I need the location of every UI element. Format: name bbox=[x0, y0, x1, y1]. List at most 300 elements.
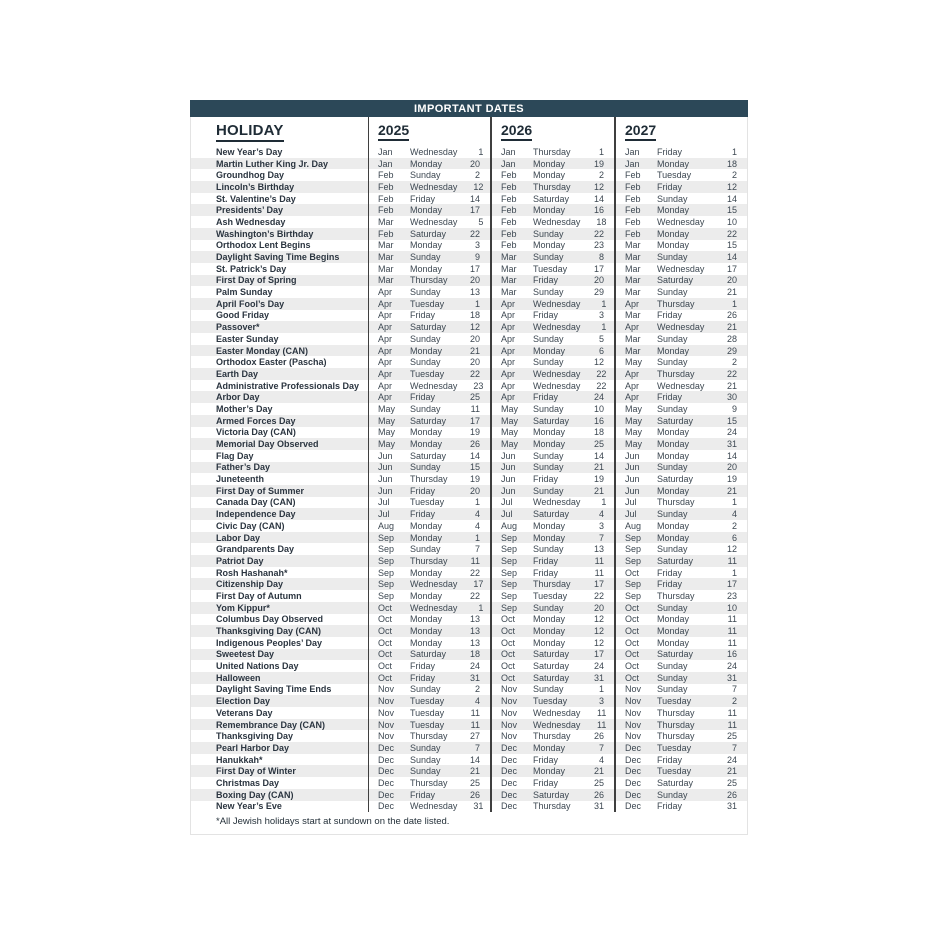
year-2027-cell bbox=[614, 345, 747, 357]
month-cell: Nov bbox=[625, 684, 642, 695]
month-cell: Feb bbox=[501, 228, 517, 239]
weekday-cell: Friday bbox=[657, 146, 683, 157]
holiday-name-cell bbox=[191, 403, 368, 415]
month-cell: Apr bbox=[625, 298, 640, 309]
year-2025-cell bbox=[368, 485, 490, 497]
weekday-cell: Sunday bbox=[533, 485, 564, 496]
holiday-name: Remembrance Day (CAN) bbox=[216, 719, 326, 730]
weekday-cell: Sunday bbox=[657, 403, 688, 414]
holiday-name-cell bbox=[191, 485, 368, 497]
month-cell: Sep bbox=[625, 590, 642, 601]
table-row bbox=[191, 193, 747, 205]
weekday-cell: Sunday bbox=[410, 357, 441, 368]
table-row bbox=[191, 228, 747, 240]
month-cell: Oct bbox=[501, 614, 516, 625]
weekday-cell: Friday bbox=[533, 555, 559, 566]
date-cell: 11 bbox=[727, 707, 737, 718]
weekday-cell: Sunday bbox=[410, 252, 441, 263]
year-2025-cell bbox=[368, 368, 490, 380]
year-2026-cell bbox=[490, 649, 614, 661]
date-cell: 1 bbox=[474, 298, 480, 309]
date-cell: 22 bbox=[593, 590, 604, 601]
date-cell: 26 bbox=[469, 789, 480, 800]
holiday-name: Orthodox Lent Begins bbox=[216, 240, 311, 251]
year-2026-cell bbox=[490, 614, 614, 626]
holiday-name-cell bbox=[191, 789, 368, 801]
weekday-cell: Thursday bbox=[410, 474, 448, 485]
weekday-cell: Sunday bbox=[657, 672, 688, 683]
table-row bbox=[191, 742, 747, 754]
date-cell: 2 bbox=[474, 684, 480, 695]
weekday-cell: Saturday bbox=[657, 474, 694, 485]
year-2026-cell bbox=[490, 684, 614, 696]
month-cell: Dec bbox=[501, 789, 518, 800]
table-row bbox=[191, 485, 747, 497]
weekday-cell: Sunday bbox=[533, 252, 564, 263]
date-cell: 31 bbox=[469, 672, 480, 683]
year-2027-cell bbox=[614, 672, 747, 684]
date-cell: 22 bbox=[596, 380, 607, 391]
holiday-name-cell bbox=[191, 228, 368, 240]
weekday-cell: Sunday bbox=[533, 684, 564, 695]
year-2027-header: 2027 bbox=[625, 122, 656, 141]
month-cell: Dec bbox=[625, 801, 642, 812]
weekday-cell: Monday bbox=[533, 427, 566, 438]
holiday-name: Orthodox Easter (Pascha) bbox=[216, 357, 327, 368]
date-cell: 9 bbox=[474, 252, 480, 263]
holiday-name-cell bbox=[191, 321, 368, 333]
year-2026-cell bbox=[490, 391, 614, 403]
date-cell: 12 bbox=[593, 637, 604, 648]
month-cell: Apr bbox=[378, 380, 393, 391]
table-row bbox=[191, 415, 747, 427]
weekday-cell: Thursday bbox=[657, 590, 695, 601]
date-cell: 20 bbox=[469, 357, 480, 368]
date-cell: 18 bbox=[596, 216, 607, 227]
month-cell: Apr bbox=[378, 310, 393, 321]
date-cell: 12 bbox=[593, 181, 604, 192]
date-cell: 23 bbox=[473, 380, 484, 391]
weekday-cell: Thursday bbox=[410, 555, 448, 566]
date-cell: 1 bbox=[731, 497, 737, 508]
holiday-name-cell bbox=[191, 169, 368, 181]
holiday-name-cell bbox=[191, 567, 368, 579]
year-2027-cell bbox=[614, 602, 747, 614]
year-2027-cell bbox=[614, 438, 747, 450]
year-2026-cell bbox=[490, 204, 614, 216]
weekday-cell: Tuesday bbox=[657, 696, 692, 707]
date-cell: 30 bbox=[726, 392, 737, 403]
weekday-cell: Sunday bbox=[533, 333, 564, 344]
month-cell: Apr bbox=[501, 333, 516, 344]
month-cell: Dec bbox=[378, 777, 395, 788]
year-2027-cell bbox=[614, 333, 747, 345]
date-cell: 7 bbox=[474, 742, 480, 753]
year-2027-cell bbox=[614, 158, 747, 170]
weekday-cell: Monday bbox=[533, 205, 566, 216]
weekday-cell: Monday bbox=[533, 520, 566, 531]
month-cell: Sep bbox=[378, 567, 395, 578]
month-cell: Sep bbox=[378, 544, 395, 555]
year-2025-cell bbox=[368, 228, 490, 240]
month-cell: Dec bbox=[378, 742, 395, 753]
date-cell: 22 bbox=[469, 228, 480, 239]
holiday-name: Passover* bbox=[216, 322, 260, 333]
weekday-cell: Friday bbox=[410, 485, 436, 496]
date-cell: 24 bbox=[726, 661, 737, 672]
weekday-cell: Thursday bbox=[533, 731, 571, 742]
date-cell: 21 bbox=[726, 380, 737, 391]
holiday-name-cell bbox=[191, 532, 368, 544]
month-cell: Apr bbox=[501, 345, 516, 356]
weekday-cell: Monday bbox=[657, 427, 690, 438]
holiday-name: Lincoln’s Birthday bbox=[216, 181, 295, 192]
table-row bbox=[191, 146, 747, 158]
date-cell: 17 bbox=[726, 579, 737, 590]
table-row bbox=[191, 298, 747, 310]
year-2025-cell bbox=[368, 310, 490, 322]
date-cell: 21 bbox=[726, 287, 737, 298]
holiday-name-cell bbox=[191, 380, 368, 392]
weekday-cell: Monday bbox=[657, 532, 690, 543]
weekday-cell: Wednesday bbox=[533, 380, 581, 391]
holiday-name: Christmas Day bbox=[216, 777, 280, 788]
table-row bbox=[191, 789, 747, 801]
month-cell: Jan bbox=[625, 158, 640, 169]
holiday-name: Grandparents Day bbox=[216, 544, 295, 555]
year-2026-cell bbox=[490, 801, 614, 813]
holiday-name-cell bbox=[191, 684, 368, 696]
date-cell: 24 bbox=[469, 661, 480, 672]
table-row bbox=[191, 684, 747, 696]
year-2027-cell bbox=[614, 777, 747, 789]
year-2027-cell bbox=[614, 719, 747, 731]
month-cell: Jun bbox=[378, 474, 393, 485]
weekday-cell: Friday bbox=[410, 310, 436, 321]
table-row bbox=[191, 169, 747, 181]
weekday-cell: Monday bbox=[657, 626, 690, 637]
year-2026-cell bbox=[490, 567, 614, 579]
table-row bbox=[191, 380, 747, 392]
date-cell: 2 bbox=[598, 170, 604, 181]
weekday-cell: Tuesday bbox=[533, 263, 568, 274]
holiday-name: Groundhog Day bbox=[216, 170, 284, 181]
year-2026-cell bbox=[490, 240, 614, 252]
month-cell: Oct bbox=[625, 567, 640, 578]
date-cell: 12 bbox=[593, 614, 604, 625]
weekday-cell: Sunday bbox=[533, 462, 564, 473]
weekday-cell: Wednesday bbox=[533, 707, 581, 718]
month-cell: Apr bbox=[625, 380, 640, 391]
holiday-name: Armed Forces Day bbox=[216, 415, 296, 426]
holiday-name-cell bbox=[191, 742, 368, 754]
year-2027-cell bbox=[614, 380, 747, 392]
date-cell: 20 bbox=[726, 275, 737, 286]
date-cell: 22 bbox=[726, 368, 737, 379]
holiday-name-cell bbox=[191, 754, 368, 766]
date-cell: 17 bbox=[469, 205, 480, 216]
weekday-cell: Friday bbox=[410, 509, 436, 520]
weekday-cell: Tuesday bbox=[410, 298, 445, 309]
year-2027-cell bbox=[614, 275, 747, 287]
month-cell: Oct bbox=[378, 614, 393, 625]
month-cell: Jun bbox=[625, 485, 640, 496]
date-cell: 2 bbox=[731, 170, 737, 181]
date-cell: 25 bbox=[593, 777, 604, 788]
year-2026-cell bbox=[490, 427, 614, 439]
month-cell: Dec bbox=[501, 742, 518, 753]
year-2025-cell bbox=[368, 508, 490, 520]
date-cell: 23 bbox=[726, 590, 737, 601]
holiday-name: Daylight Saving Time Begins bbox=[216, 252, 340, 263]
date-cell: 18 bbox=[593, 427, 604, 438]
weekday-cell: Tuesday bbox=[410, 696, 445, 707]
weekday-cell: Monday bbox=[533, 742, 566, 753]
weekday-cell: Sunday bbox=[410, 333, 441, 344]
month-cell: Mar bbox=[378, 240, 394, 251]
month-cell: Jun bbox=[625, 450, 640, 461]
date-cell: 19 bbox=[593, 474, 604, 485]
date-cell: 11 bbox=[470, 707, 480, 718]
year-2027-cell bbox=[614, 462, 747, 474]
table-row bbox=[191, 333, 747, 345]
table-row bbox=[191, 614, 747, 626]
weekday-cell: Monday bbox=[657, 345, 690, 356]
date-cell: 11 bbox=[727, 637, 737, 648]
month-cell: Sep bbox=[501, 544, 518, 555]
weekday-cell: Thursday bbox=[657, 368, 695, 379]
month-cell: Jul bbox=[501, 497, 513, 508]
date-cell: 11 bbox=[727, 555, 737, 566]
year-2026-cell bbox=[490, 415, 614, 427]
weekday-cell: Saturday bbox=[410, 322, 447, 333]
year-2026-cell bbox=[490, 765, 614, 777]
year-2025-cell bbox=[368, 333, 490, 345]
date-cell: 25 bbox=[593, 439, 604, 450]
date-cell: 22 bbox=[469, 567, 480, 578]
holiday-name: Thanksgiving Day bbox=[216, 731, 294, 742]
weekday-cell: Thursday bbox=[533, 579, 571, 590]
holiday-name: Father’s Day bbox=[216, 462, 271, 473]
month-cell: Oct bbox=[501, 637, 516, 648]
date-cell: 9 bbox=[731, 403, 737, 414]
month-cell: Dec bbox=[378, 801, 395, 812]
month-cell: Feb bbox=[378, 228, 394, 239]
weekday-cell: Saturday bbox=[410, 450, 447, 461]
weekday-cell: Monday bbox=[410, 614, 443, 625]
month-cell: Mar bbox=[501, 252, 517, 263]
weekday-cell: Monday bbox=[410, 240, 443, 251]
year-2026-cell bbox=[490, 228, 614, 240]
year-2027-cell bbox=[614, 578, 747, 590]
year-2026-cell bbox=[490, 754, 614, 766]
table-row bbox=[191, 508, 747, 520]
weekday-cell: Friday bbox=[533, 392, 559, 403]
year-2026-cell bbox=[490, 730, 614, 742]
date-cell: 29 bbox=[593, 287, 604, 298]
month-cell: Nov bbox=[378, 731, 395, 742]
holiday-name-cell bbox=[191, 298, 368, 310]
month-cell: Mar bbox=[501, 275, 517, 286]
month-cell: Mar bbox=[625, 310, 641, 321]
weekday-cell: Saturday bbox=[533, 509, 570, 520]
date-cell: 18 bbox=[726, 158, 737, 169]
weekday-cell: Monday bbox=[533, 766, 566, 777]
month-cell: Apr bbox=[378, 322, 393, 333]
month-cell: Dec bbox=[625, 777, 642, 788]
year-2027-cell bbox=[614, 228, 747, 240]
year-2027-cell bbox=[614, 707, 747, 719]
year-2025-cell bbox=[368, 789, 490, 801]
table-row bbox=[191, 532, 747, 544]
date-cell: 3 bbox=[598, 696, 604, 707]
holiday-name-cell bbox=[191, 649, 368, 661]
date-cell: 17 bbox=[593, 263, 604, 274]
holiday-name: Indigenous Peoples’ Day bbox=[216, 637, 323, 648]
date-cell: 1 bbox=[731, 567, 737, 578]
month-cell: Feb bbox=[501, 193, 517, 204]
date-cell: 26 bbox=[469, 439, 480, 450]
month-cell: Nov bbox=[625, 707, 642, 718]
weekday-cell: Monday bbox=[410, 158, 443, 169]
weekday-cell: Sunday bbox=[533, 357, 564, 368]
year-2027-cell bbox=[614, 508, 747, 520]
date-cell: 10 bbox=[726, 216, 737, 227]
month-cell: Feb bbox=[378, 205, 394, 216]
date-cell: 20 bbox=[469, 485, 480, 496]
date-cell: 27 bbox=[469, 731, 480, 742]
month-cell: Sep bbox=[625, 544, 642, 555]
date-cell: 4 bbox=[474, 520, 480, 531]
month-cell: Dec bbox=[625, 789, 642, 800]
holiday-name: Earth Day bbox=[216, 368, 259, 379]
year-2025-cell bbox=[368, 204, 490, 216]
year-2026-cell bbox=[490, 158, 614, 170]
month-cell: Mar bbox=[378, 252, 394, 263]
date-cell: 21 bbox=[469, 345, 480, 356]
year-2026-cell bbox=[490, 286, 614, 298]
year-2026-cell bbox=[490, 263, 614, 275]
date-cell: 12 bbox=[726, 181, 737, 192]
month-cell: Feb bbox=[625, 193, 641, 204]
column-header-row bbox=[191, 117, 747, 146]
year-2027-cell bbox=[614, 169, 747, 181]
month-cell: May bbox=[378, 415, 396, 426]
weekday-cell: Thursday bbox=[657, 719, 695, 730]
weekday-cell: Monday bbox=[533, 626, 566, 637]
date-cell: 14 bbox=[726, 193, 737, 204]
weekday-cell: Wednesday bbox=[533, 497, 581, 508]
month-cell: Mar bbox=[501, 263, 517, 274]
weekday-cell: Sunday bbox=[533, 544, 564, 555]
holiday-name: Sweetest Day bbox=[216, 649, 275, 660]
year-2027-cell bbox=[614, 181, 747, 193]
year-2025-cell bbox=[368, 415, 490, 427]
weekday-cell: Tuesday bbox=[657, 170, 692, 181]
year-2026-cell bbox=[490, 193, 614, 205]
table-row bbox=[191, 590, 747, 602]
holiday-name-cell bbox=[191, 450, 368, 462]
holiday-name: Pearl Harbor Day bbox=[216, 742, 290, 753]
date-cell: 14 bbox=[726, 450, 737, 461]
table-row bbox=[191, 543, 747, 555]
weekday-cell: Tuesday bbox=[410, 707, 445, 718]
month-cell: Mar bbox=[625, 240, 641, 251]
month-cell: Oct bbox=[378, 661, 393, 672]
year-2025-cell bbox=[368, 660, 490, 672]
date-cell: 21 bbox=[726, 766, 737, 777]
year-2025-cell bbox=[368, 158, 490, 170]
weekday-cell: Monday bbox=[657, 158, 690, 169]
month-cell: Apr bbox=[378, 333, 393, 344]
month-cell: Dec bbox=[501, 766, 518, 777]
date-cell: 2 bbox=[731, 696, 737, 707]
date-cell: 17 bbox=[469, 415, 480, 426]
year-2025-cell bbox=[368, 286, 490, 298]
month-cell: May bbox=[501, 403, 519, 414]
year-2026-cell bbox=[490, 497, 614, 509]
date-cell: 4 bbox=[474, 696, 480, 707]
holiday-name: Citizenship Day bbox=[216, 579, 284, 590]
weekday-cell: Monday bbox=[657, 637, 690, 648]
date-cell: 21 bbox=[593, 462, 604, 473]
holiday-name: St. Valentine’s Day bbox=[216, 193, 296, 204]
weekday-cell: Sunday bbox=[657, 333, 688, 344]
weekday-cell: Friday bbox=[410, 392, 436, 403]
date-cell: 3 bbox=[598, 310, 604, 321]
year-2025-cell bbox=[368, 672, 490, 684]
weekday-cell: Wednesday bbox=[657, 263, 705, 274]
weekday-cell: Saturday bbox=[533, 661, 570, 672]
weekday-cell: Friday bbox=[533, 275, 559, 286]
holiday-name: Patriot Day bbox=[216, 555, 264, 566]
date-cell: 29 bbox=[726, 345, 737, 356]
month-cell: Feb bbox=[378, 193, 394, 204]
weekday-cell: Tuesday bbox=[533, 590, 568, 601]
date-cell: 17 bbox=[726, 263, 737, 274]
holiday-name-cell bbox=[191, 368, 368, 380]
year-2026-header-cell bbox=[490, 117, 614, 146]
year-2025-cell bbox=[368, 578, 490, 590]
month-cell: Jan bbox=[501, 158, 516, 169]
weekday-cell: Sunday bbox=[533, 450, 564, 461]
month-cell: Sep bbox=[625, 579, 642, 590]
weekday-cell: Thursday bbox=[657, 497, 695, 508]
year-2025-cell bbox=[368, 614, 490, 626]
year-2025-cell bbox=[368, 754, 490, 766]
weekday-cell: Wednesday bbox=[533, 298, 581, 309]
weekday-cell: Monday bbox=[657, 485, 690, 496]
weekday-cell: Monday bbox=[657, 614, 690, 625]
year-2026-header: 2026 bbox=[501, 122, 532, 141]
weekday-cell: Friday bbox=[657, 579, 683, 590]
holiday-name: New Year’s Eve bbox=[216, 801, 282, 812]
year-2025-cell bbox=[368, 637, 490, 649]
weekday-cell: Friday bbox=[410, 193, 436, 204]
year-2027-cell bbox=[614, 567, 747, 579]
year-2025-cell bbox=[368, 251, 490, 263]
date-cell: 26 bbox=[726, 789, 737, 800]
table-row bbox=[191, 497, 747, 509]
month-cell: Feb bbox=[501, 240, 517, 251]
year-2026-cell bbox=[490, 368, 614, 380]
weekday-cell: Saturday bbox=[657, 415, 694, 426]
date-cell: 13 bbox=[469, 614, 480, 625]
date-cell: 16 bbox=[593, 415, 604, 426]
year-2026-cell bbox=[490, 356, 614, 368]
month-cell: Dec bbox=[625, 742, 642, 753]
month-cell: Sep bbox=[501, 532, 518, 543]
